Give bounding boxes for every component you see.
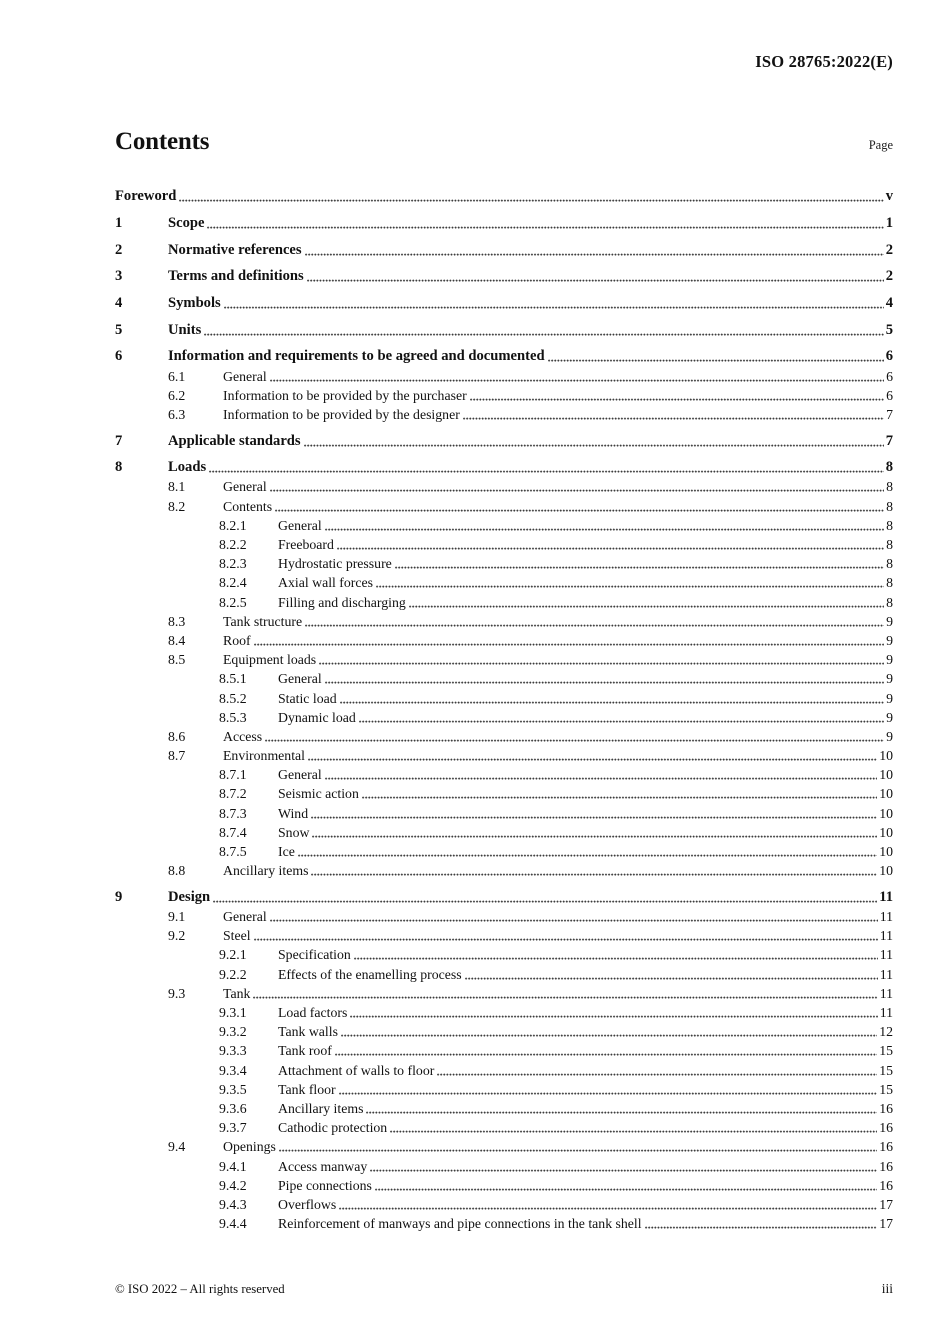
toc-entry[interactable] bbox=[115, 1098, 893, 1117]
toc-entry-title: General bbox=[278, 671, 322, 687]
toc-entry-page: 11 bbox=[879, 985, 893, 1001]
toc-entry-page: 8 bbox=[886, 479, 893, 495]
toc-entry-title: Tank bbox=[223, 985, 251, 1001]
toc-entry[interactable] bbox=[115, 944, 893, 963]
dot-leader bbox=[325, 528, 884, 531]
toc-entry[interactable] bbox=[115, 515, 893, 534]
toc-entry[interactable] bbox=[115, 841, 893, 860]
toc-entry-number: 9.4 bbox=[168, 1139, 186, 1155]
toc-entry-number: 6.1 bbox=[168, 368, 186, 384]
toc-entry-page: 10 bbox=[879, 786, 893, 802]
dot-leader bbox=[366, 1111, 877, 1114]
dot-leader bbox=[463, 417, 884, 420]
dot-leader bbox=[312, 835, 877, 838]
dot-leader bbox=[395, 566, 884, 569]
contents-header bbox=[115, 128, 893, 156]
toc-entry-number: 8.5.3 bbox=[219, 709, 247, 725]
toc-entry-page: 9 bbox=[886, 671, 893, 687]
toc-entry-title: General bbox=[223, 909, 267, 925]
toc-entry-number: 1 bbox=[115, 214, 123, 231]
toc-entry[interactable] bbox=[115, 1213, 893, 1232]
toc-entry-page: 16 bbox=[879, 1100, 893, 1116]
toc-entry-page: 8 bbox=[886, 537, 893, 552]
toc-entry-page: 9 bbox=[886, 728, 893, 744]
toc-entry-number: 9.3.2 bbox=[219, 1024, 247, 1040]
toc-entry[interactable] bbox=[115, 1002, 893, 1021]
page-title: Contents bbox=[115, 128, 210, 155]
toc-entry-number: 8.7.3 bbox=[219, 805, 247, 821]
toc-entry-number: 8.2.3 bbox=[219, 556, 247, 572]
toc-entry-page: 10 bbox=[879, 863, 893, 879]
toc-entry-title: Dynamic load bbox=[278, 709, 356, 725]
toc-entry[interactable] bbox=[115, 925, 893, 944]
toc-entry-page: 11 bbox=[879, 966, 893, 982]
dot-leader bbox=[270, 379, 884, 382]
toc-entry-number: 8.7 bbox=[168, 748, 186, 764]
copyright-notice: © ISO 2022 – All rights reserved bbox=[115, 1282, 285, 1296]
toc-entry-number: 9.3.6 bbox=[219, 1100, 247, 1116]
toc-entry-page: 15 bbox=[879, 1081, 893, 1097]
toc-entry[interactable] bbox=[115, 572, 893, 591]
toc-entry-number: 8.2 bbox=[168, 498, 186, 514]
dot-leader bbox=[270, 489, 884, 492]
toc-entry-title: Openings bbox=[223, 1139, 276, 1155]
toc-entry[interactable] bbox=[115, 764, 893, 783]
toc-entry-page: 15 bbox=[879, 1062, 893, 1078]
toc-entry-number: 8.6 bbox=[168, 728, 186, 744]
dot-leader bbox=[339, 1207, 877, 1210]
toc-entry[interactable] bbox=[115, 1194, 893, 1213]
toc-entry-number: 9.3.5 bbox=[219, 1081, 247, 1097]
toc-entry[interactable] bbox=[115, 1155, 893, 1174]
toc-entry-title: Information to be provided by the designer bbox=[223, 406, 460, 422]
toc-entry-page: 11 bbox=[879, 947, 893, 963]
dot-leader bbox=[213, 900, 877, 903]
toc-entry-title: Foreword bbox=[115, 188, 177, 205]
toc-entry-page: 16 bbox=[879, 1120, 893, 1136]
toc-entry-title: Specification bbox=[278, 947, 351, 963]
toc-entry-title: Environmental bbox=[223, 748, 305, 764]
toc-entry-number: 9.3.1 bbox=[219, 1005, 247, 1020]
toc-entry-page: 9 bbox=[886, 652, 893, 668]
toc-entry-title: Reinforcement of manways and pipe connections in the tank shell bbox=[278, 1216, 642, 1232]
toc-entry[interactable] bbox=[115, 319, 893, 338]
toc-entry-number: 8.4 bbox=[168, 632, 186, 648]
toc-entry-number: 9 bbox=[115, 888, 123, 905]
toc-entry-page: 15 bbox=[879, 1043, 893, 1059]
toc-entry-title: Tank structure bbox=[223, 613, 303, 629]
toc-entry-title: Information to be provided by the purchaser bbox=[223, 387, 467, 403]
dot-leader bbox=[335, 1053, 877, 1056]
dot-leader bbox=[409, 605, 884, 608]
toc-entry-page: 6 bbox=[885, 348, 893, 365]
toc-entry[interactable] bbox=[115, 668, 893, 687]
dot-leader bbox=[254, 643, 885, 646]
toc-entry[interactable] bbox=[115, 611, 893, 630]
dot-leader bbox=[359, 720, 884, 723]
toc-entry-title: Load factors bbox=[278, 1005, 348, 1020]
toc-entry-page: 16 bbox=[879, 1158, 893, 1174]
toc-entry-number: 9.3 bbox=[168, 985, 186, 1001]
dot-leader bbox=[270, 919, 878, 922]
toc-entry[interactable] bbox=[115, 726, 893, 745]
toc-entry-title: Static load bbox=[278, 690, 337, 706]
toc-entry-title: Effects of the enamelling process bbox=[278, 966, 462, 982]
toc-entry-page: 17 bbox=[879, 1216, 893, 1232]
toc-entry-page: 11 bbox=[879, 1005, 893, 1020]
toc-entry-page: 10 bbox=[879, 748, 893, 764]
toc-entry-number: 9.2 bbox=[168, 928, 186, 944]
toc-entry-number: 9.4.1 bbox=[219, 1158, 247, 1174]
toc-entry[interactable] bbox=[115, 591, 893, 610]
toc-entry[interactable] bbox=[115, 822, 893, 841]
dot-leader bbox=[470, 398, 884, 401]
toc-entry[interactable] bbox=[115, 1079, 893, 1098]
toc-entry-number: 8.5 bbox=[168, 652, 186, 668]
toc-entry-page: 9 bbox=[886, 632, 893, 648]
toc-entry[interactable] bbox=[115, 745, 893, 764]
toc-entry-page: 6 bbox=[886, 368, 893, 384]
dot-leader bbox=[204, 333, 883, 336]
dot-leader bbox=[279, 1149, 877, 1152]
dot-leader bbox=[339, 1092, 878, 1095]
toc-entry-number: 5 bbox=[115, 321, 123, 338]
dot-leader bbox=[337, 547, 884, 550]
toc-entry-number: 6 bbox=[115, 348, 123, 365]
dot-leader bbox=[362, 796, 877, 799]
toc-entry-page: 4 bbox=[885, 294, 893, 311]
toc-entry-title: Freeboard bbox=[278, 537, 334, 552]
toc-entry-title: Snow bbox=[278, 824, 310, 840]
dot-leader bbox=[224, 306, 884, 309]
toc-entry[interactable] bbox=[115, 476, 893, 495]
toc-entry-number: 9.4.4 bbox=[219, 1216, 247, 1232]
toc-entry-page: 9 bbox=[886, 613, 893, 629]
toc-entry-title: Terms and definitions bbox=[168, 268, 304, 285]
toc-entry-title: Scope bbox=[168, 214, 205, 231]
dot-leader bbox=[325, 681, 884, 684]
toc-entry-title: Seismic action bbox=[278, 786, 359, 802]
toc-entry-page: 2 bbox=[885, 268, 893, 285]
dot-leader bbox=[548, 359, 884, 362]
toc-entry-title: Symbols bbox=[168, 294, 221, 311]
toc-entry[interactable] bbox=[115, 385, 893, 404]
toc-entry-page: 8 bbox=[886, 594, 893, 610]
toc-entry-number: 6.3 bbox=[168, 406, 186, 422]
toc-entry-page: 8 bbox=[886, 575, 893, 591]
dot-leader bbox=[375, 1188, 877, 1191]
page-footer bbox=[115, 1281, 893, 1297]
toc-entry-page: 16 bbox=[879, 1177, 893, 1193]
dot-leader bbox=[437, 1073, 877, 1076]
toc-entry-page: 17 bbox=[879, 1196, 893, 1212]
dot-leader bbox=[376, 585, 884, 588]
toc-entry-number: 8.7.4 bbox=[219, 824, 247, 840]
toc-entry-number: 8.5.1 bbox=[219, 671, 247, 687]
document-reference: ISO 28765:2022(E) bbox=[755, 52, 893, 71]
dot-leader bbox=[305, 253, 884, 256]
toc-entry-page: 10 bbox=[879, 844, 893, 859]
toc-entry-page: 1 bbox=[885, 214, 893, 231]
toc-entry-page: 8 bbox=[885, 459, 893, 476]
toc-entry[interactable] bbox=[115, 687, 893, 706]
toc-entry-page: 11 bbox=[879, 928, 893, 944]
toc-entry-number: 9.3.3 bbox=[219, 1043, 247, 1059]
dot-leader bbox=[209, 470, 884, 473]
dot-leader bbox=[265, 739, 884, 742]
toc-entry-number: 8.1 bbox=[168, 479, 186, 495]
toc-entry-title: Tank floor bbox=[278, 1081, 336, 1097]
toc-entry[interactable] bbox=[115, 1175, 893, 1194]
toc-entry[interactable] bbox=[115, 495, 893, 514]
toc-entry-title: Information and requirements to be agreed and documented bbox=[168, 348, 545, 365]
toc-entry[interactable] bbox=[115, 1059, 893, 1078]
dot-leader bbox=[254, 938, 878, 941]
toc-entry-page: 5 bbox=[885, 321, 893, 338]
toc-entry[interactable] bbox=[115, 553, 893, 572]
dot-leader bbox=[370, 1169, 877, 1172]
toc-entry[interactable] bbox=[115, 457, 893, 476]
toc-entry-title: Equipment loads bbox=[223, 652, 317, 668]
toc-entry-title: Hydrostatic pressure bbox=[278, 556, 392, 572]
toc-entry[interactable] bbox=[115, 213, 893, 232]
toc-entry-title: Steel bbox=[223, 928, 251, 944]
dot-leader bbox=[275, 509, 884, 512]
toc-entry[interactable] bbox=[115, 783, 893, 802]
toc-entry-number: 3 bbox=[115, 268, 123, 285]
toc-entry-title: Ice bbox=[278, 844, 295, 859]
toc-entry-title: Loads bbox=[168, 459, 207, 476]
toc-entry-number: 2 bbox=[115, 241, 123, 258]
toc-entry-title: Pipe connections bbox=[278, 1177, 372, 1193]
toc-entry-number: 9.2.1 bbox=[219, 947, 247, 963]
toc-entry-number: 8.2.1 bbox=[219, 517, 247, 533]
toc-entry-number: 8 bbox=[115, 459, 123, 476]
toc-entry-number: 9.3.4 bbox=[219, 1062, 247, 1078]
toc-entry-page: 11 bbox=[879, 888, 893, 905]
dot-leader bbox=[390, 1130, 877, 1133]
toc-entry[interactable] bbox=[115, 404, 893, 423]
toc-entry-title: Tank walls bbox=[278, 1024, 338, 1040]
toc-entry[interactable] bbox=[115, 534, 893, 553]
toc-entry[interactable] bbox=[115, 1117, 893, 1136]
dot-leader bbox=[340, 701, 884, 704]
toc-entry[interactable] bbox=[115, 266, 893, 285]
toc-entry[interactable] bbox=[115, 887, 893, 906]
dot-leader bbox=[179, 199, 883, 202]
page-column-label: Page bbox=[868, 138, 893, 152]
toc-entry-number: 8.8 bbox=[168, 863, 186, 879]
toc-entry-page: 10 bbox=[879, 767, 893, 783]
toc-entry-title: Overflows bbox=[278, 1196, 337, 1212]
dot-leader bbox=[307, 279, 884, 282]
toc-entry-title: Axial wall forces bbox=[278, 575, 374, 591]
toc-entry[interactable] bbox=[115, 186, 893, 205]
toc-entry-title: Ancillary items bbox=[223, 863, 309, 879]
toc-list bbox=[115, 186, 893, 1232]
toc-entry-number: 6.2 bbox=[168, 387, 186, 403]
toc-entry-page: 9 bbox=[886, 690, 893, 706]
toc-entry[interactable] bbox=[115, 649, 893, 668]
dot-leader bbox=[253, 996, 877, 999]
toc-entry-number: 9.1 bbox=[168, 909, 186, 925]
toc-entry-number: 8.7.1 bbox=[219, 767, 247, 783]
toc-entry-title: Contents bbox=[223, 498, 273, 514]
dot-leader bbox=[325, 777, 878, 780]
toc-entry-page: 8 bbox=[886, 498, 893, 514]
toc-entry[interactable] bbox=[115, 630, 893, 649]
toc-entry-title: General bbox=[278, 767, 322, 783]
toc-entry-page: 7 bbox=[885, 432, 893, 449]
dot-leader bbox=[341, 1034, 877, 1037]
toc-entry-page: 7 bbox=[886, 406, 893, 422]
toc-entry-page: 9 bbox=[886, 709, 893, 725]
toc-entry[interactable] bbox=[115, 1040, 893, 1059]
toc-entry[interactable] bbox=[115, 430, 893, 449]
dot-leader bbox=[308, 758, 877, 761]
toc-entry-number: 8.3 bbox=[168, 613, 186, 629]
toc-entry-title: General bbox=[223, 368, 267, 384]
toc-entry[interactable] bbox=[115, 802, 893, 821]
toc-entry-title: Design bbox=[168, 888, 211, 905]
toc-entry[interactable] bbox=[115, 860, 893, 879]
toc-entry-title: Applicable standards bbox=[168, 432, 301, 449]
toc-entry[interactable] bbox=[115, 1021, 893, 1040]
dot-leader bbox=[304, 444, 884, 447]
toc-entry-number: 9.4.3 bbox=[219, 1196, 247, 1212]
toc-entry-number: 8.2.5 bbox=[219, 594, 247, 610]
dot-leader bbox=[207, 226, 883, 229]
toc-entry-number: 9.2.2 bbox=[219, 966, 247, 982]
dot-leader bbox=[311, 816, 877, 819]
toc-entry-title: Units bbox=[168, 321, 202, 338]
toc-entry-title: Normative references bbox=[168, 241, 302, 258]
toc-entry-title: Roof bbox=[223, 632, 251, 648]
dot-leader bbox=[319, 662, 884, 665]
toc-entry[interactable] bbox=[115, 346, 893, 365]
toc-entry-number: 8.7.2 bbox=[219, 786, 247, 802]
toc-entry-number: 9.3.7 bbox=[219, 1120, 247, 1136]
toc-entry-number: 9.4.2 bbox=[219, 1177, 247, 1193]
toc-entry-page: 16 bbox=[879, 1139, 893, 1155]
toc-entry-title: Access manway bbox=[278, 1158, 368, 1174]
dot-leader bbox=[465, 977, 878, 980]
dot-leader bbox=[354, 957, 878, 960]
toc-entry[interactable] bbox=[115, 1136, 893, 1155]
toc-entry-number: 8.5.2 bbox=[219, 690, 247, 706]
toc-entry-title: Access bbox=[223, 728, 263, 744]
toc-entry-page: 2 bbox=[885, 241, 893, 258]
toc-entry-page: 8 bbox=[886, 517, 893, 533]
toc-entry-title: Ancillary items bbox=[278, 1100, 364, 1116]
toc-entry-page: 10 bbox=[879, 805, 893, 821]
toc-entry-title: Wind bbox=[278, 805, 309, 821]
toc-entry-page: 8 bbox=[886, 556, 893, 572]
dot-leader bbox=[305, 624, 884, 627]
toc-entry-number: 4 bbox=[115, 294, 123, 311]
toc-entry[interactable] bbox=[115, 707, 893, 726]
toc-entry-number: 8.7.5 bbox=[219, 844, 247, 859]
dot-leader bbox=[298, 854, 877, 857]
toc-entry[interactable] bbox=[115, 963, 893, 982]
toc-entry[interactable] bbox=[115, 239, 893, 258]
toc-entry-number: 7 bbox=[115, 432, 123, 449]
toc-entry-title: Filling and discharging bbox=[278, 594, 406, 610]
dot-leader bbox=[311, 873, 877, 876]
toc-entry-page: 10 bbox=[879, 824, 893, 840]
toc-entry-number: 8.2.2 bbox=[219, 537, 247, 552]
page-number: iii bbox=[881, 1281, 893, 1296]
toc-entry[interactable] bbox=[115, 293, 893, 312]
toc-entry[interactable] bbox=[115, 365, 893, 384]
toc-entry-title: Cathodic protection bbox=[278, 1120, 388, 1136]
toc-entry-title: Attachment of walls to floor bbox=[278, 1062, 435, 1078]
toc-entry-page: v bbox=[885, 188, 893, 205]
dot-leader bbox=[350, 1015, 877, 1018]
toc-entry[interactable] bbox=[115, 906, 893, 925]
toc-entry-page: 12 bbox=[879, 1024, 893, 1040]
toc-entry-page: 6 bbox=[886, 387, 893, 403]
toc-entry[interactable] bbox=[115, 983, 893, 1002]
toc-entry-number: 8.2.4 bbox=[219, 575, 247, 591]
toc-entry-page: 11 bbox=[879, 909, 893, 925]
toc-entry-title: General bbox=[223, 479, 267, 495]
dot-leader bbox=[645, 1226, 878, 1229]
toc-entry-title: General bbox=[278, 517, 322, 533]
toc-entry-title: Tank roof bbox=[278, 1043, 332, 1059]
